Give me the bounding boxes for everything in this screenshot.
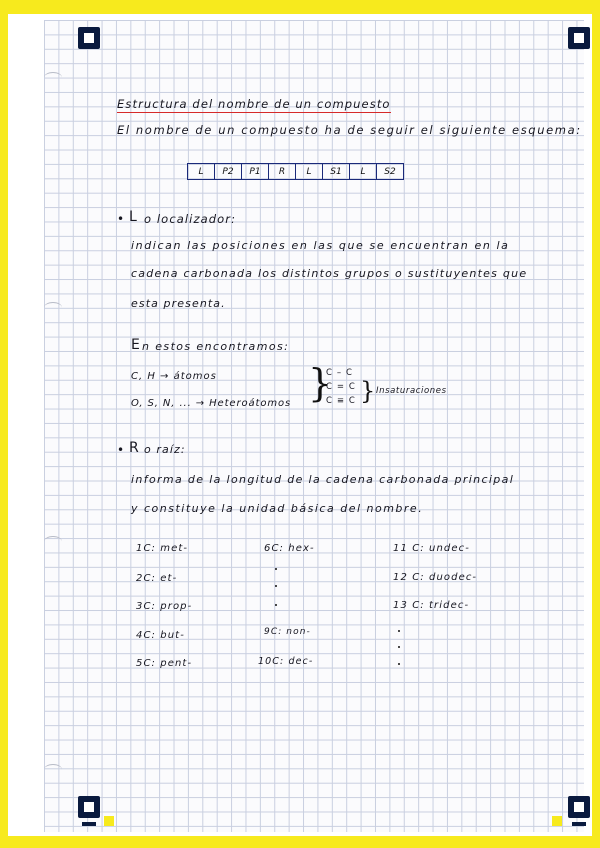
prefix-2c: 2C: et- (136, 573, 178, 584)
section-l-line: cadena carbonada los distintos grupos o sustituyentes que (131, 267, 528, 280)
prefix-3c: 3C: prop- (136, 601, 193, 612)
prefix-9c: 9C: non- (264, 627, 311, 637)
prefix-10c: 10C: dec- (258, 656, 314, 667)
prefix-12c: 12 C: duodec- (393, 572, 478, 583)
binder-hole (44, 764, 62, 775)
corner-marker-bottom-left (78, 796, 100, 818)
yellow-square-right (552, 816, 562, 826)
scheme-cell: P1 (242, 164, 269, 179)
intro-text: El nombre de un compuesto ha de seguir el siguiente esquema: (117, 123, 582, 137)
corner-underbar-right (572, 822, 586, 826)
section-r-line: y constituye la unidad básica del nombre. (131, 502, 424, 515)
scheme-cell: L (188, 164, 215, 179)
prefix-5c: 5C: pent- (136, 658, 193, 669)
scheme-cell: S1 (323, 164, 350, 179)
yellow-square-left (104, 816, 114, 826)
scheme-cell: S2 (384, 166, 396, 177)
section-r-initial: R (129, 440, 140, 456)
ellipsis-dot (275, 604, 277, 606)
bond-double: C = C (326, 382, 356, 392)
section-l-sub-heading: n estos encontramos: (142, 340, 290, 353)
section-l-heading: o localizador: (144, 212, 237, 226)
ellipsis-dot (275, 568, 277, 570)
scheme-cell: L (296, 164, 323, 179)
ellipsis-dot (275, 585, 277, 587)
prefix-6c: 6C: hex- (264, 543, 315, 554)
corner-marker-top-left (78, 27, 100, 49)
section-l-line: esta presenta. (131, 297, 226, 310)
corner-underbar-left (82, 822, 96, 826)
hetero-line: O, S, N, ... → Heteroátomos (131, 398, 292, 409)
prefix-13c: 13 C: tridec- (393, 600, 470, 611)
page-title: Estructura del nombre de un compuesto (117, 97, 391, 111)
insaturaciones-label: Insaturaciones (376, 386, 447, 396)
ellipsis-dot (398, 663, 400, 665)
section-r-bullet: • (117, 443, 126, 457)
yellow-border-right (592, 0, 600, 848)
scheme-cell: L (350, 164, 377, 179)
prefix-1c: 1C: met- (136, 543, 189, 554)
section-l-bullet: • (117, 212, 126, 226)
small-brace: } (360, 377, 376, 405)
section-l-line: indican las posiciones en las que se encuentran en la (131, 239, 510, 252)
section-r-heading: o raíz: (144, 443, 186, 456)
yellow-border-left (0, 0, 8, 848)
big-brace: } (308, 361, 333, 405)
scheme-cell: P2 (215, 164, 242, 179)
bond-single: C – C (326, 368, 354, 378)
ellipsis-dot (398, 646, 400, 648)
yellow-border-bottom (0, 836, 600, 848)
section-r-line: informa de la longitud de la cadena carbonada principal (131, 473, 515, 486)
bond-triple: C ≡ C (326, 396, 356, 406)
section-l-sub-initial: E (131, 337, 141, 353)
binder-hole (44, 536, 62, 547)
corner-marker-top-right (568, 27, 590, 49)
corner-marker-bottom-right (568, 796, 590, 818)
yellow-border-top (0, 0, 600, 14)
section-l-initial: L (129, 209, 138, 225)
prefix-11c: 11 C: undec- (393, 543, 470, 554)
grid-paper (44, 20, 584, 832)
binder-hole (44, 302, 62, 313)
scheme-cell: R (269, 164, 296, 179)
name-scheme (187, 163, 404, 180)
binder-hole (44, 72, 62, 83)
prefix-4c: 4C: but- (136, 630, 185, 641)
atoms-line: C, H → átomos (131, 371, 217, 382)
ellipsis-dot (398, 630, 400, 632)
